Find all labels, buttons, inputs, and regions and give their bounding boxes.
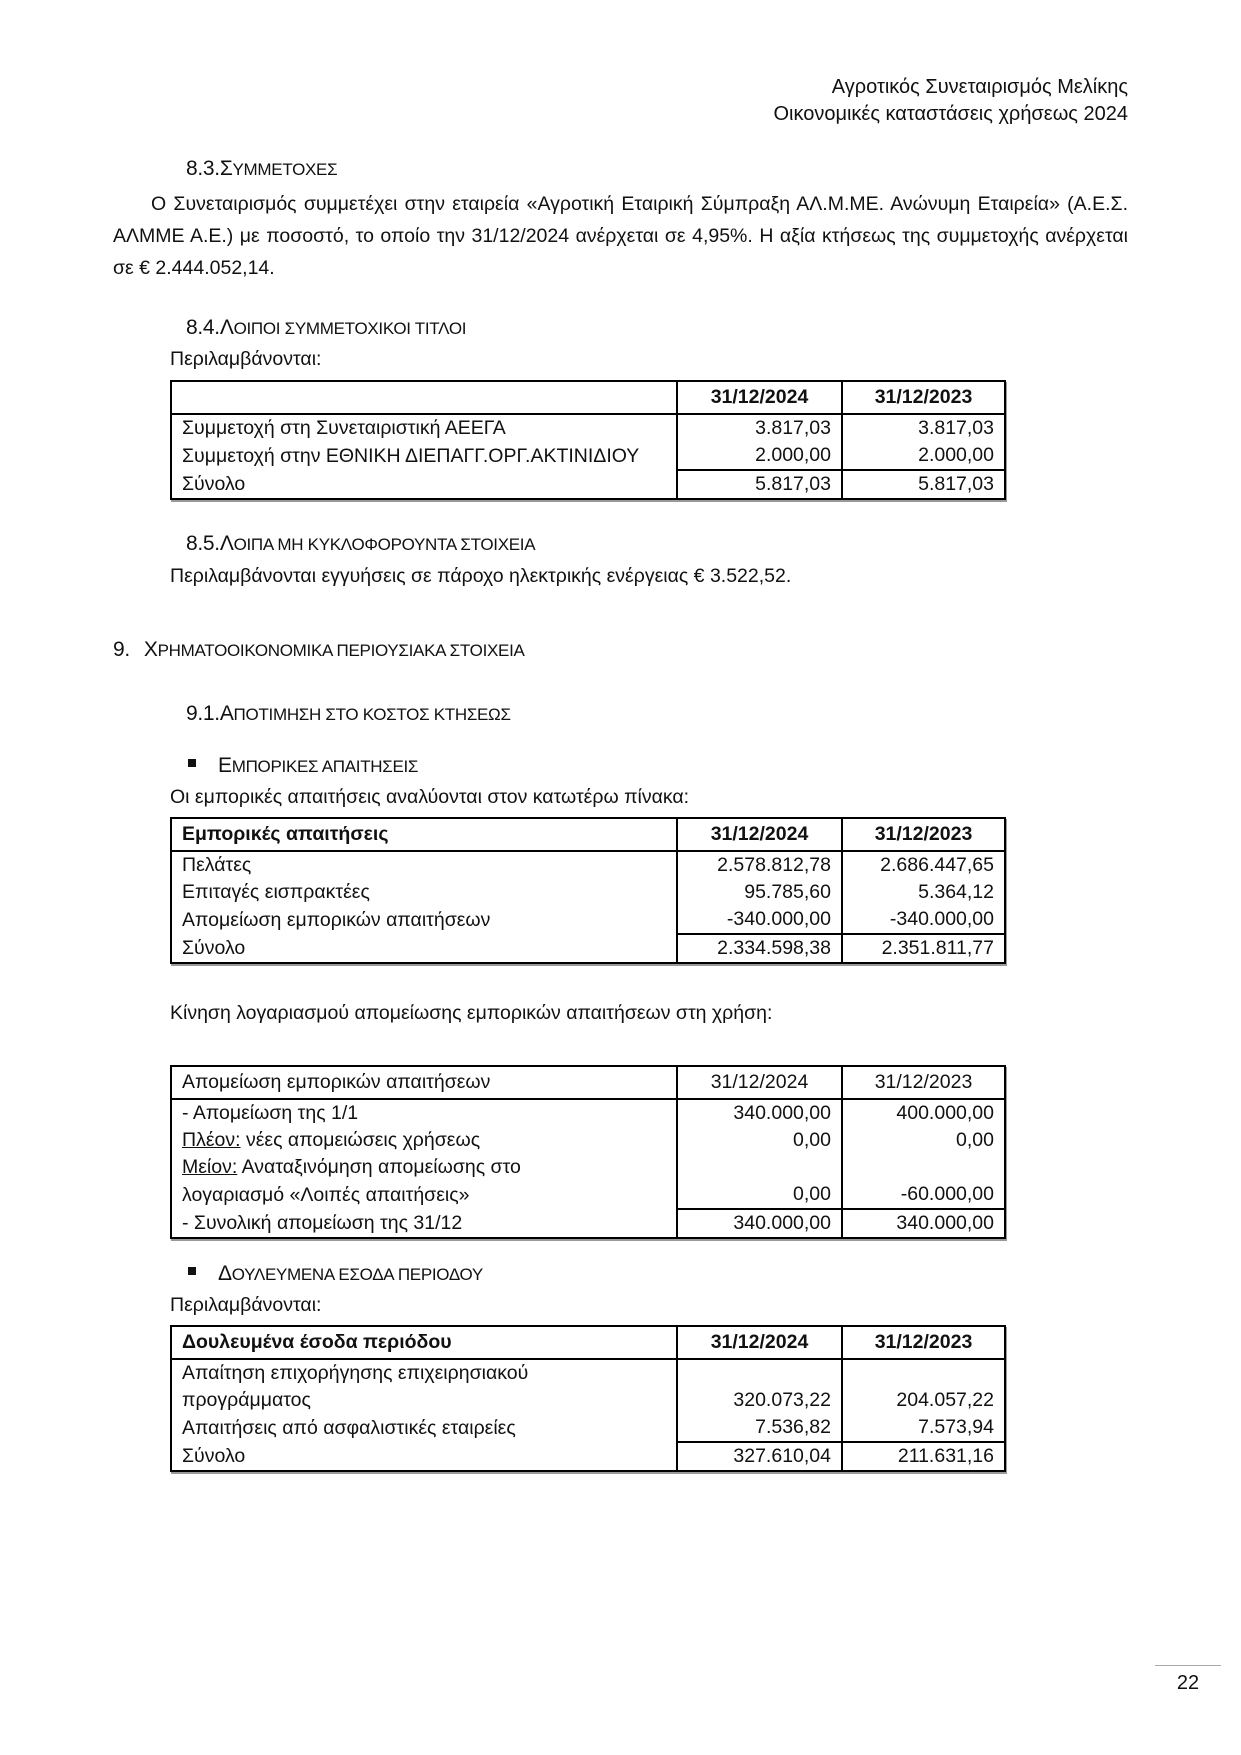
underlined-prefix: Μείον: (182, 1156, 238, 1178)
value-2023: -60.000,00 (900, 1183, 994, 1205)
section-number: 8.4. (186, 316, 220, 339)
accrued-income-table (170, 1325, 1006, 1472)
row-label: - Συνολική απομείωση της 31/12 (171, 1209, 677, 1238)
title-initial: Δ (218, 1262, 232, 1285)
section-8-3-paragraph (113, 188, 1128, 284)
row-label: Σύνολο (171, 1442, 677, 1471)
value-2024: 320.073,22 (677, 1387, 842, 1414)
value-2024: 340.000,00 (677, 1209, 842, 1238)
trade-receivables-intro: Οι εμπορικές απαιτήσεις αναλύονται στον κατωτέρω πίνακα: (170, 786, 690, 808)
title-initial: Χ (143, 638, 158, 661)
value-2024: 3.817,03 (677, 414, 842, 442)
value-2024: -340.000,00 (677, 906, 842, 934)
table-total-row (171, 470, 1005, 499)
row-label (171, 1127, 677, 1154)
title-rest: ΡΗΜΑΤΟΟΙΚΟΝΟΜΙΚΑ ΠΕΡΙΟΥΣΙΑΚΑ ΣΤΟΙΧΕΙΑ (157, 641, 525, 660)
square-bullet-icon (188, 759, 196, 767)
row-label-text: νέες απομειώσεις χρήσεως (240, 1129, 481, 1151)
value-2023: 2.686.447,65 (880, 854, 994, 876)
section-number: 9. (113, 638, 130, 661)
row-label: Συμμετοχή στη Συνεταιριστική ΑΕΕΓΑ (171, 414, 677, 442)
table-row (171, 1099, 1005, 1127)
paragraph-text: Ο Συνεταιρισμός συμμετέχει στην εταιρεία «Αγροτική Εταιρική Σύμπραξη ΑΛ.Μ.ΜΕ. Ανώνυμη Εταιρεία» (Α.Ε.Σ. ΑΛΜΜΕ Α.Ε.) με ποσοστό, το οποίο την 31/12/2024 ανέρχεται σε 4,95%. Η αξία κτήσεως της συμμετοχής ανέρχεται σε € 2.444.052,14. (113, 193, 1128, 279)
column-header: 31/12/2024 (677, 381, 842, 414)
square-bullet-icon (188, 1267, 196, 1275)
table-row (171, 442, 1005, 470)
row-label (171, 1154, 677, 1181)
column-header (171, 381, 677, 414)
table-row (171, 1127, 1005, 1154)
value-2024: 95.785,60 (677, 879, 842, 906)
section-9-1-title (186, 702, 511, 726)
row-label: Απαιτήσεις από ασφαλιστικές εταιρείες (171, 1414, 677, 1442)
table-row (171, 1414, 1005, 1442)
table-header-row (171, 818, 1005, 851)
title-rest: ΟΙΠΟΙ ΣΥΜΜΕΤΟΧΙΚΟΙ ΤΙΤΛΟΙ (233, 319, 467, 338)
row-label: Πελάτες (171, 851, 677, 879)
value-2023: 211.631,16 (842, 1442, 1005, 1471)
column-header: 31/12/2023 (842, 818, 1005, 851)
row-label: - Απομείωση της 1/1 (171, 1099, 677, 1127)
column-header: Απομείωση εμπορικών απαιτήσεων (171, 1066, 677, 1099)
empty-cell (677, 1154, 842, 1181)
column-header: Εμπορικές απαιτήσεις (171, 818, 677, 851)
table-row (171, 1181, 1005, 1209)
value-2024: 2.334.598,38 (677, 934, 842, 963)
value-2023: 400.000,00 (896, 1102, 994, 1124)
row-label: Απομείωση εμπορικών απαιτήσεων (171, 906, 677, 934)
page-number: 22 (1176, 1672, 1200, 1694)
row-label: λογαριασμό «Λοιπές απαιτήσεις» (171, 1181, 677, 1209)
section-9-title (113, 638, 525, 662)
title-initial: Σ (219, 157, 233, 180)
value-2023: 0,00 (956, 1129, 994, 1151)
impairment-movement-intro: Κίνηση λογαριασμού απομείωσης εμπορικών απαιτήσεων στη χρήση: (170, 1002, 773, 1024)
impairment-movement-table (170, 1065, 1006, 1239)
header-report-title: Οικονομικές καταστάσεις χρήσεως 2024 (773, 103, 1128, 125)
section-8-5-text: Περιλαμβάνονται εγγυήσεις σε πάροχο ηλεκτρικής ενέργειας € 3.522,52. (170, 565, 792, 587)
title-rest: ΟΙΠΑ ΜΗ ΚΥΚΛΟΦΟΡΟΥΝΤΑ ΣΤΟΙΧΕΙΑ (233, 535, 536, 554)
table-row (171, 1154, 1005, 1181)
value-2023: 5.817,03 (842, 470, 1005, 499)
title-initial: Α (219, 702, 234, 725)
value-2023: 7.573,94 (918, 1416, 994, 1438)
accrued-income-intro: Περιλαμβάνονται: (170, 1294, 322, 1316)
column-header: 31/12/2024 (677, 1326, 842, 1359)
column-header: 31/12/2023 (842, 1066, 1005, 1099)
value-2024: 327.610,04 (677, 1442, 842, 1471)
empty-cell (842, 1359, 1005, 1387)
title-rest: ΠΟΤΙΜΗΣΗ ΣΤΟ ΚΟΣΤΟΣ ΚΤΗΣΕΩΣ (233, 705, 511, 724)
row-label: Συμμετοχή στην ΕΘΝΙΚΗ ΔΙΕΠΑΓΓ.ΟΡΓ.ΑΚΤΙΝΙΔΙΟΥ (171, 442, 677, 470)
trade-receivables-table (170, 817, 1006, 964)
table-total-row (171, 1442, 1005, 1471)
table-header-row (171, 1326, 1005, 1359)
value-2024: 5.817,03 (677, 470, 842, 499)
section-8-5-title (186, 532, 535, 556)
footer-divider (1155, 1665, 1221, 1666)
section-number: 8.5. (186, 532, 220, 555)
table-row (171, 1387, 1005, 1414)
row-label: Σύνολο (171, 934, 677, 963)
column-header: 31/12/2024 (677, 818, 842, 851)
value-2023: 2.000,00 (918, 444, 994, 466)
table-header-row (171, 381, 1005, 414)
value-2024: 0,00 (677, 1127, 842, 1154)
table-total-row (171, 1209, 1005, 1238)
title-initial: Λ (219, 316, 234, 339)
table-row (171, 906, 1005, 934)
underlined-prefix: Πλέον: (182, 1129, 241, 1151)
row-label: Απαίτηση επιχορήγησης επιχειρησιακού (171, 1359, 677, 1387)
column-header: 31/12/2024 (677, 1066, 842, 1099)
other-securities-table (170, 380, 1006, 500)
title-rest: ΟΥΛΕΥΜΕΝΑ ΕΣΟΔΑ ΠΕΡΙΟΔΟΥ (231, 1265, 483, 1284)
row-label: Επιταγές εισπρακτέες (171, 879, 677, 906)
value-2023: -340.000,00 (889, 908, 994, 930)
section-number: 9.1. (186, 702, 220, 725)
value-2023: 2.351.811,77 (842, 934, 1005, 963)
value-2024: 340.000,00 (677, 1099, 842, 1127)
value-2024: 2.578.812,78 (677, 851, 842, 879)
column-header: Δουλευμένα έσοδα περιόδου (171, 1326, 677, 1359)
row-label: προγράμματος (171, 1387, 677, 1414)
row-label: Σύνολο (171, 470, 677, 499)
empty-cell (677, 1359, 842, 1387)
column-header: 31/12/2023 (842, 381, 1005, 414)
document-header (773, 74, 1128, 128)
title-rest: ΥΜΜΕΤΟΧΕΣ (232, 160, 338, 179)
title-rest: ΜΠΟΡΙΚΕΣ ΑΠΑΙΤΗΣΕΙΣ (231, 757, 419, 776)
table-row (171, 851, 1005, 879)
empty-cell (842, 1154, 1005, 1181)
row-label-text: Αναταξινόμηση απομείωσης στο (237, 1156, 521, 1178)
column-header: 31/12/2023 (842, 1326, 1005, 1359)
section-8-3-title (186, 157, 337, 181)
value-2023: 340.000,00 (842, 1209, 1005, 1238)
value-2024: 0,00 (677, 1181, 842, 1209)
accrued-income-title (188, 1262, 483, 1286)
section-8-4-title (186, 316, 466, 340)
title-initial: Ε (218, 754, 232, 777)
header-organization: Αγροτικός Συνεταιρισμός Μελίκης (831, 76, 1128, 98)
value-2023: 204.057,22 (896, 1389, 994, 1411)
table-row (171, 1359, 1005, 1387)
section-8-4-intro: Περιλαμβάνονται: (170, 348, 322, 370)
value-2023: 3.817,03 (918, 417, 994, 439)
section-number: 8.3. (186, 157, 220, 180)
trade-receivables-title (188, 754, 418, 778)
value-2024: 2.000,00 (677, 442, 842, 470)
title-initial: Λ (219, 532, 234, 555)
table-row (171, 879, 1005, 906)
table-row (171, 414, 1005, 442)
value-2024: 7.536,82 (677, 1414, 842, 1442)
table-header-row (171, 1066, 1005, 1099)
table-total-row (171, 934, 1005, 963)
value-2023: 5.364,12 (918, 881, 994, 903)
